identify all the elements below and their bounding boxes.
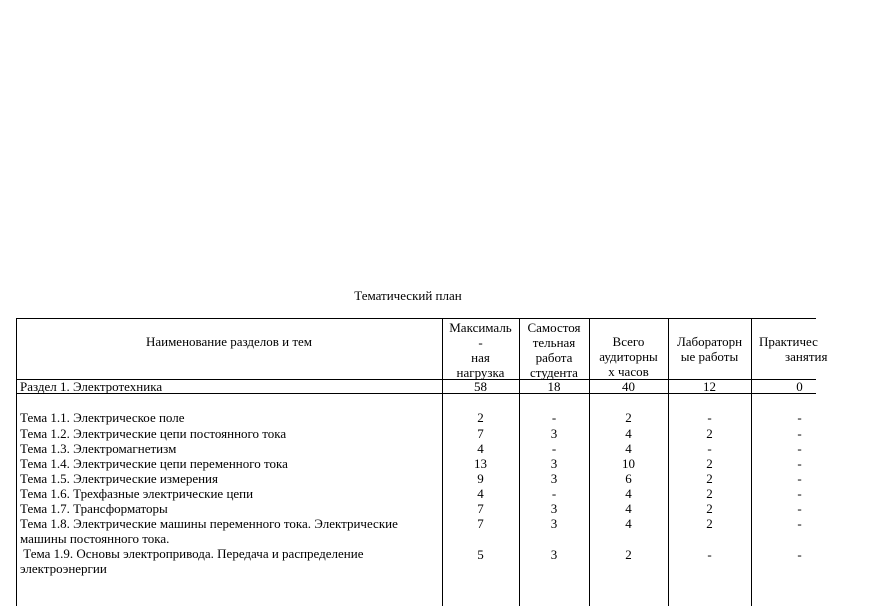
- row-self: -: [551, 441, 557, 456]
- row-name: Тема 1.6. Трехфазные электрические цепи: [20, 486, 254, 501]
- row-max: 7: [477, 501, 484, 516]
- row-lab: -: [707, 441, 712, 456]
- row-total: 2: [625, 410, 632, 425]
- col-border: [16, 318, 17, 606]
- row-lab: -: [707, 410, 712, 425]
- row-name: Тема 1.8. Электрические машины переменного тока. Электрические: [20, 516, 398, 531]
- row-prac: -: [797, 501, 802, 516]
- row-max: 7: [477, 516, 484, 531]
- row-lab: 2: [706, 426, 713, 441]
- row-total: 2: [625, 547, 632, 562]
- row-total: 6: [625, 471, 632, 486]
- header-lab-works: Лабораторн ые работы: [676, 334, 743, 364]
- row-self: 3: [550, 547, 558, 562]
- row-name: Тема 1.7. Трансформаторы: [20, 501, 168, 516]
- section-total: 40: [622, 379, 635, 394]
- row-prac: -: [797, 410, 802, 425]
- section-max: 58: [474, 379, 487, 394]
- row-lab: -: [707, 547, 712, 562]
- row-name-cont: машины постоянного тока.: [20, 531, 170, 546]
- row-lab: 2: [706, 516, 713, 531]
- row-self: 3: [550, 456, 558, 471]
- row-lab: 2: [706, 456, 713, 471]
- row-max: 4: [477, 486, 484, 501]
- row-name: Тема 1.4. Электрические цепи переменного тока: [20, 456, 288, 471]
- section-prac: 0: [796, 379, 803, 394]
- header-name: Наименование разделов и тем: [145, 334, 313, 349]
- row-name: Тема 1.1. Электрическое поле: [20, 410, 185, 425]
- row-name: Тема 1.2. Электрические цепи постоянного тока: [20, 426, 287, 441]
- row-name: Тема 1.9. Основы электропривода. Передача и распределение: [20, 546, 364, 561]
- section-lab: 12: [703, 379, 716, 394]
- row-lab: 2: [706, 501, 713, 516]
- row-prac: -: [797, 486, 802, 501]
- row-prac: -: [797, 441, 802, 456]
- row-name-cont: электроэнергии: [20, 561, 107, 576]
- row-total: 4: [625, 486, 632, 501]
- row-name: Тема 1.3. Электромагнетизм: [20, 441, 177, 456]
- row-self: -: [551, 486, 557, 501]
- row-self: 3: [550, 516, 558, 531]
- row-self: 3: [550, 471, 558, 486]
- row-lab: 2: [706, 486, 713, 501]
- header-max-load: Максималь - ная нагрузка: [449, 320, 512, 380]
- row-max: 9: [477, 471, 484, 486]
- row-prac: -: [797, 547, 802, 562]
- row-max: 2: [477, 410, 484, 425]
- row-prac: -: [797, 426, 802, 441]
- row-lab: 2: [706, 471, 713, 486]
- row-max: 4: [477, 441, 484, 456]
- row-self: -: [551, 410, 557, 425]
- row-self: 3: [550, 426, 558, 441]
- row-total: 4: [625, 516, 632, 531]
- section-name: Раздел 1. Электротехника: [20, 379, 163, 394]
- header-self-study: Самостоя тельная работа студента: [527, 320, 581, 380]
- row-name: Тема 1.5. Электрические измерения: [20, 471, 218, 486]
- row-max: 5: [477, 547, 484, 562]
- section-self: 18: [547, 379, 561, 394]
- table-top-border: [16, 318, 816, 319]
- row-max: 7: [477, 426, 484, 441]
- header-total-classroom: Всего аудиторны х часов: [599, 334, 658, 379]
- row-total: 4: [625, 426, 632, 441]
- row-total: 10: [622, 456, 635, 471]
- row-prac: -: [797, 456, 802, 471]
- row-prac: -: [797, 516, 802, 531]
- row-self: 3: [550, 501, 558, 516]
- row-total: 4: [625, 441, 632, 456]
- page-title: Тематический план: [354, 288, 462, 303]
- row-max: 13: [474, 456, 487, 471]
- row-prac: -: [797, 471, 802, 486]
- row-total: 4: [625, 501, 632, 516]
- header-practical: Практичес занятия: [759, 334, 828, 364]
